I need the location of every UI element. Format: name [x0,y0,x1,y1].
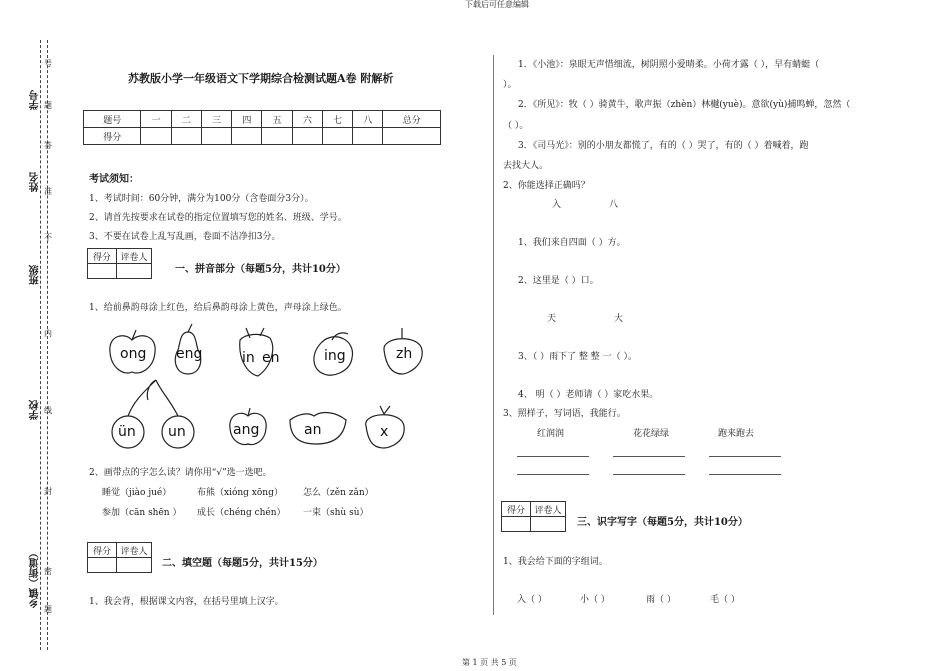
fruit-label: an [304,422,322,438]
poem-line: 去找大人。 [503,161,549,171]
answer-line[interactable] [517,456,589,457]
fruit-label: un [168,424,186,440]
seal-char: 不 [44,233,52,242]
fill-sentence[interactable]: 4、 明（ ）老师请（ ）家吃水果。 [518,390,659,400]
fill-sentence[interactable]: 2、这里是（ ）口。 [518,276,599,286]
char-option: 入 [552,200,562,210]
score-table-score-row [84,128,441,145]
fruit-label: zh [396,346,413,362]
answer-line[interactable] [613,474,685,475]
score-table-row-label: 得分 [84,128,141,145]
grade-box-grader-label: 评卷人 [117,543,152,558]
grade-box-score-cell[interactable] [88,264,117,279]
score-table-header-cell: 二 [171,111,201,128]
zuci-item[interactable]: 雨（ ） [646,595,676,605]
score-table-header-row [84,111,441,128]
seal-char: 准 [44,187,52,196]
score-table-header-cell: 题号 [84,111,141,128]
zuci-item[interactable]: 小（ ） [580,595,610,605]
q3-title: 3、照样子，写词语，我能行。 [503,409,626,419]
fruit-label: eng [176,346,203,362]
score-cell[interactable] [322,128,352,145]
poem-line: 3．《司马光》：别的小朋友都慌了，有的（ ）哭了，有的（ ）着喊着，跑 [518,141,809,151]
score-cell[interactable] [141,128,171,145]
score-cell[interactable] [383,128,441,145]
binding-label-student-id: 学号 [30,90,41,110]
binding-label-town: 乡镇（街道） [30,548,41,608]
binding-label-school: 学校 [30,400,41,420]
poem-line: 2．《所见》：牧（ ）骑黄牛，歌声振（zhèn）林樾(yuè)。意欲(yù)捕鸣蝉，忽然（ [518,100,851,110]
section3-q1: 1、我会给下面的字组词。 [503,557,608,567]
reading-choice[interactable]: 怎么（zěn zǎn） [303,488,374,498]
reading-choice[interactable]: 睡觉（jiào jué） [102,488,172,498]
seal-char: 号 [44,59,52,68]
column-divider [493,55,494,615]
fruit-illustrations [100,320,440,460]
binding-label-class: 班级 [30,265,41,285]
fruit-label: ing [324,348,346,364]
q2-title: 2、你能选择正确吗？ [503,181,590,191]
char-option: 八 [609,200,619,210]
score-table [83,110,441,145]
score-table-header-cell: 四 [232,111,262,128]
seal-char: 题 [44,101,52,110]
grade-box-section1 [87,248,152,279]
reading-choice[interactable]: 参加（cān shēn ） [102,508,182,518]
fill-sentence[interactable]: 1、我们来自四面（ ）方。 [518,238,626,248]
binding-label-name: 姓名 [30,172,41,192]
word-example: 跑来跑去 [718,429,755,439]
page-footer: 第 1 页 共 5 页 [462,658,517,667]
score-table-header-cell: 八 [353,111,383,128]
score-table-header-cell: 一 [141,111,171,128]
score-cell[interactable] [292,128,322,145]
fruit-label: en [262,350,280,366]
fruit-label: ong [120,346,147,362]
char-option: 大 [614,314,624,324]
grade-box-grader-label: 评卷人 [117,249,152,264]
grade-box-grader-cell[interactable] [117,558,152,573]
section1-q1: 1、给前鼻韵母涂上红色，给后鼻韵母涂上黄色，声母涂上绿色。 [89,303,347,313]
fill-sentence[interactable]: 3、（ ）雨下了 整 整 一（ ）。 [518,352,638,362]
notice-heading: 考试须知： [89,174,139,185]
grade-box-section2 [87,542,152,573]
score-table-header-cell: 七 [322,111,352,128]
poem-line: ）。 [503,80,517,90]
score-table-header-cell: 三 [201,111,231,128]
page-title: 苏教版小学一年级语文下学期综合检测试题A卷 附解析 [128,72,394,85]
grade-box-score-label: 得分 [502,502,531,517]
section3-title: 三、识字写字（每题5分，共计10分） [577,517,748,528]
grade-box-section3 [501,501,566,532]
poem-line: （ ）。 [503,121,529,131]
seal-char: 答 [44,141,52,150]
grade-box-score-label: 得分 [88,249,117,264]
score-cell[interactable] [171,128,201,145]
grade-box-grader-label: 评卷人 [531,502,566,517]
score-cell[interactable] [262,128,292,145]
answer-line[interactable] [709,474,781,475]
grade-box-grader-cell[interactable] [531,517,566,532]
char-option: 天 [547,314,557,324]
fruit-label: ün [118,424,136,440]
grade-box-score-label: 得分 [88,543,117,558]
fruit-label: in [242,350,255,366]
grade-box-score-cell[interactable] [502,517,531,532]
grade-box-grader-cell[interactable] [117,264,152,279]
reading-choice[interactable]: 成长（chéng chén） [197,508,286,518]
score-cell[interactable] [201,128,231,145]
grade-box-score-cell[interactable] [88,558,117,573]
zuci-item[interactable]: 毛（ ） [710,595,740,605]
section2-title: 二、填空题（每题5分，共计15分） [162,558,323,569]
reading-choice[interactable]: 布熊（xióng xōng） [197,488,283,498]
poem-line: 1．《小池》：泉眼无声惜细流，树阴照小爱晴柔。小荷才露（ ），早有蜻蜓（ [518,60,820,70]
word-example: 红润润 [537,429,565,439]
seal-char: 密 [44,567,52,576]
seal-char: 线 [44,406,52,415]
answer-line[interactable] [613,456,685,457]
notice-item: 3、不要在试卷上乱写乱画，卷面不洁净扣3分。 [89,232,281,242]
answer-line[interactable] [517,474,589,475]
score-table-header-cell: 五 [262,111,292,128]
section1-title: 一、拼音部分（每题5分，共计10分） [175,264,346,275]
seal-char: 封 [44,487,52,496]
section2-q1: 1、我会背，根据课文内容，在括号里填上汉字。 [89,597,284,607]
score-table-header-cell: 总分 [383,111,441,128]
header-note: 下载后可任意编辑 [465,0,529,9]
section1-q2: 2、画带点的字怎么读？请你用“√”选一选吧。 [89,468,272,478]
score-table-header-cell: 六 [292,111,322,128]
seal-char: 内 [44,329,52,338]
notice-item: 2、请首先按要求在试卷的指定位置填写您的姓名、班级、学号。 [89,213,347,223]
word-example: 花花绿绿 [633,429,670,439]
score-cell[interactable] [353,128,383,145]
seal-char: 题 [44,605,52,614]
score-cell[interactable] [232,128,262,145]
fruit-label: ang [233,422,260,438]
zuci-item[interactable]: 入（ ） [517,595,547,605]
notice-item: 1、考试时间：60分钟，满分为100分（含卷面分3分）。 [89,194,314,204]
fruit-label: x [380,424,389,440]
answer-line[interactable] [709,456,781,457]
reading-choice[interactable]: 一束（shù sù） [303,508,369,518]
